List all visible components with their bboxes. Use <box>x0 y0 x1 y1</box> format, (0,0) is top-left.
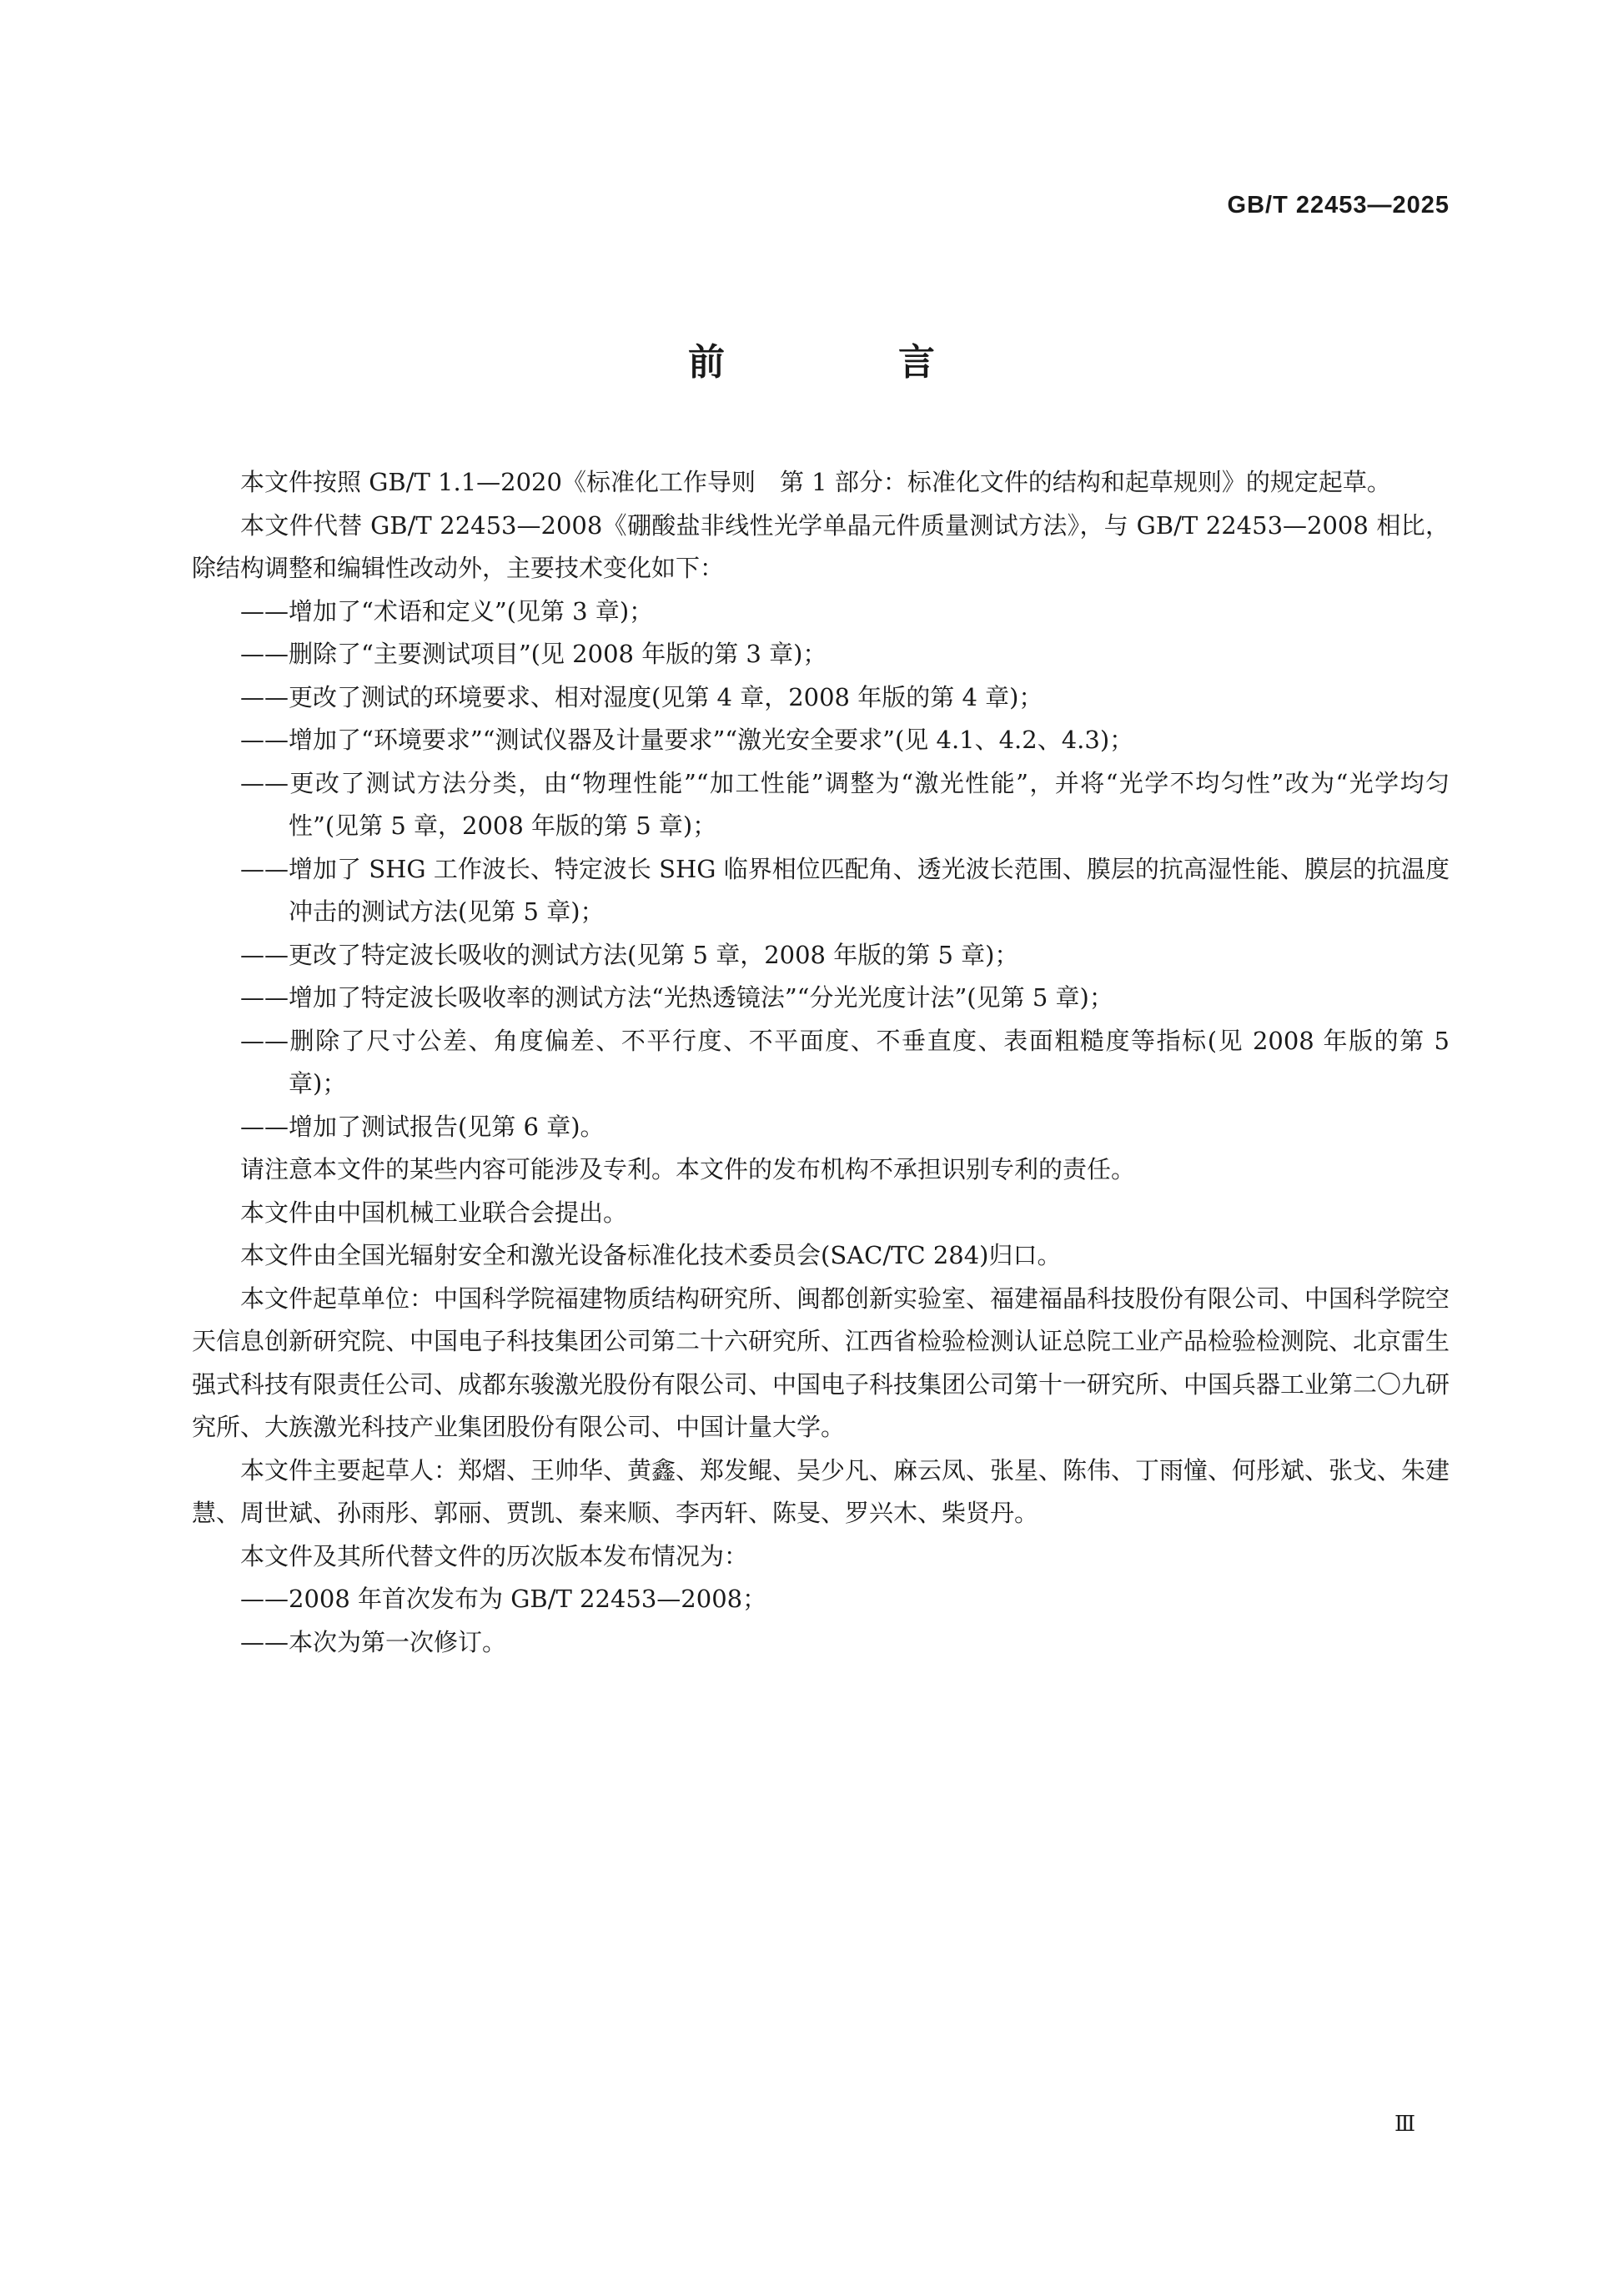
change-item: ——增加了“环境要求”“测试仪器及计量要求”“激光安全要求”(见 4.1、4.2、4.3)； <box>240 726 1134 754</box>
paragraph-drafting-rules: 本文件按照 GB/T 1.1—2020《标准化工作导则 第 1 部分：标准化文件的结构和起草规则》的规定起草。 <box>240 468 1391 496</box>
change-item: ——增加了 SHG 工作波长、特定波长 SHG 临界相位匹配角、透光波长范围、膜层的抗高湿性能、膜层的抗温度冲击的测试方法(见第 5 章)； <box>240 854 1450 926</box>
history-item: ——本次为第一次修订。 <box>240 1627 507 1656</box>
change-item: ——增加了测试报告(见第 6 章)。 <box>240 1112 605 1141</box>
change-item: ——更改了测试方法分类，由“物理性能”“加工性能”调整为“激光性能”，并将“光学不均匀性”改为“光学均匀性”(见第 5 章，2008 年版的第 5 章)； <box>240 768 1450 840</box>
standard-code: GB/T 22453—2025 <box>1227 192 1450 219</box>
change-item: ——删除了“主要测试项目”(见 2008 年版的第 3 章)； <box>240 640 827 668</box>
paragraph-drafters: 本文件主要起草人：郑熠、王帅华、黄鑫、郑发鲲、吴少凡、麻云凤、张星、陈伟、丁雨憧、何彤斌、张戈、朱建慧、周世斌、孙雨彤、郭丽、贾凯、秦来顺、李丙轩、陈旻、罗兴木、柴贤丹。 <box>192 1455 1450 1527</box>
change-item: ——删除了尺寸公差、角度偏差、不平行度、不平面度、不垂直度、表面粗糙度等指标(见 2008 年版的第 5 章)； <box>240 1026 1450 1098</box>
page-title: 前 言 <box>688 341 1003 384</box>
paragraph-proposer: 本文件由中国机械工业联合会提出。 <box>240 1198 628 1227</box>
document-body <box>192 461 1450 1664</box>
paragraph-patent-notice: 请注意本文件的某些内容可能涉及专利。本文件的发布机构不承担识别专利的责任。 <box>240 1155 1136 1183</box>
history-item: ——2008 年首次发布为 GB/T 22453—2008； <box>240 1585 767 1613</box>
change-item: ——增加了“术语和定义”(见第 3 章)； <box>240 596 654 625</box>
paragraph-committee: 本文件由全国光辐射安全和激光设备标准化技术委员会(SAC/TC 284)归口。 <box>240 1241 1062 1269</box>
paragraph-replacement: 本文件代替 GB/T 22453—2008《硼酸盐非线性光学单晶元件质量测试方法》，与 GB/T 22453—2008 相比，除结构调整和编辑性改动外，主要技术变化如下： <box>192 510 1450 582</box>
change-item: ——增加了特定波长吸收率的测试方法“光热透镜法”“分光光度计法”(见第 5 章)； <box>240 983 1113 1012</box>
page-number: Ⅲ <box>1394 2112 1416 2137</box>
change-item: ——更改了测试的环境要求、相对湿度(见第 4 章，2008 年版的第 4 章)； <box>240 682 1043 711</box>
change-item: ——更改了特定波长吸收的测试方法(见第 5 章，2008 年版的第 5 章)； <box>240 940 1019 969</box>
paragraph-history-intro: 本文件及其所代替文件的历次版本发布情况为： <box>240 1541 749 1570</box>
paragraph-drafting-units: 本文件起草单位：中国科学院福建物质结构研究所、闽都创新实验室、福建福晶科技股份有限公司、中国科学院空天信息创新研究院、中国电子科技集团公司第二十六研究所、江西省检验检测认证总院工业产品检验检测院、北京雷生强式科技有限责任公司、成都东骏激光股份有限公司、中国电子科技集团公司第十一研究所、中国兵器工业第二〇九研究所、大族激光科技产业集团股份有限公司、中国计量大学。 <box>192 1284 1450 1441</box>
